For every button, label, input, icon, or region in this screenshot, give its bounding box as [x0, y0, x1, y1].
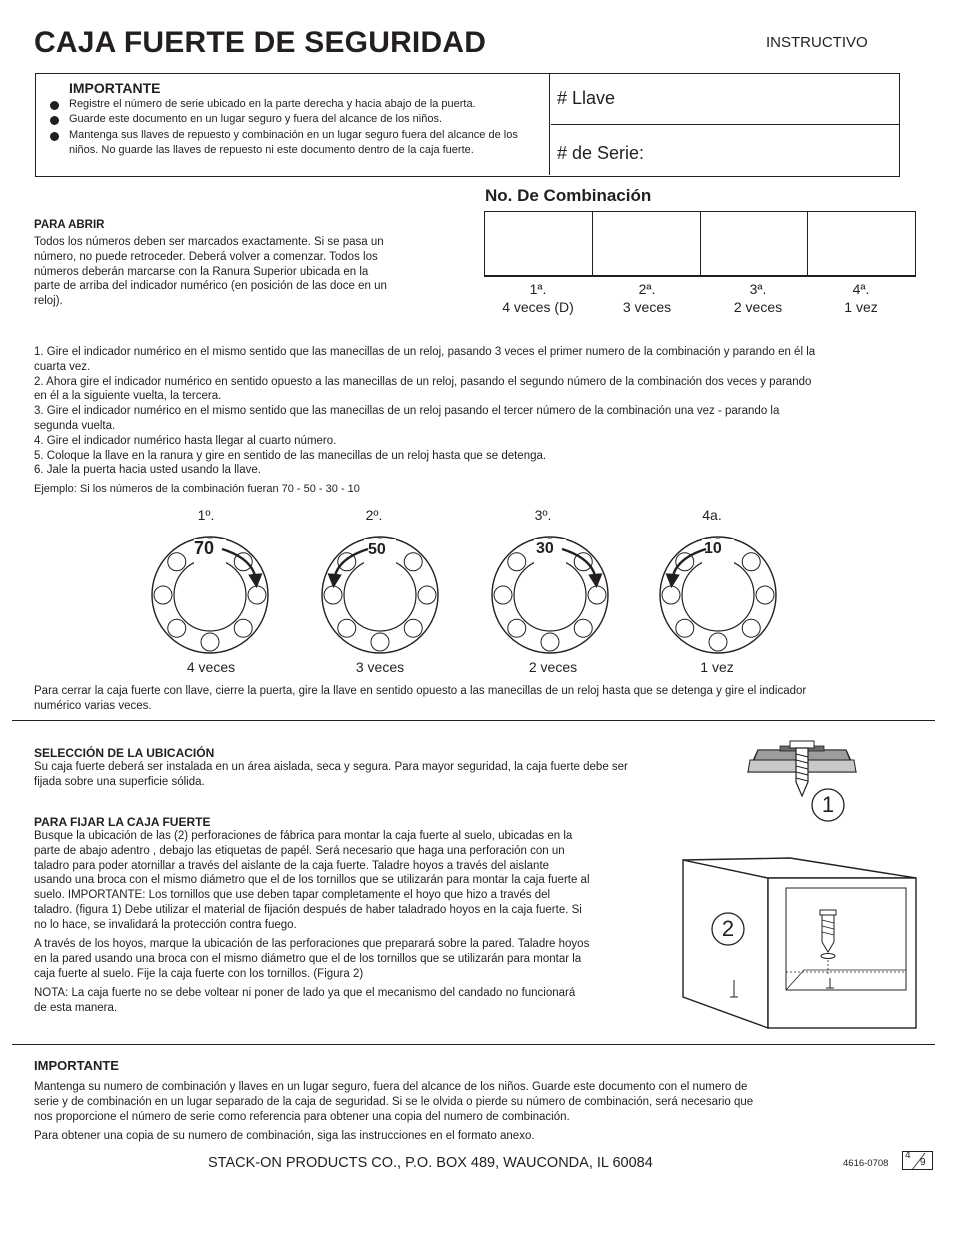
- key-number-field[interactable]: # Llave: [551, 74, 900, 125]
- text-line: fijada sobre una superficie sólida.: [34, 775, 205, 788]
- dial-number-4: 10: [704, 540, 722, 557]
- document-type: INSTRUCTIVO: [766, 34, 868, 51]
- step-line: 6. Jale la puerta hacia usted usando la llave.: [34, 464, 261, 477]
- text-line: A través de los hoyos, marque la ubicación de las perforaciones que preparará sobre la pared. Taladre hoyos: [34, 938, 590, 950]
- combination-ordinal: 1ª.: [529, 281, 547, 297]
- dial-number-3: 30: [536, 540, 554, 557]
- dial-turns-3: 2 veces: [528, 659, 578, 675]
- dial-number-1: 70: [194, 538, 215, 558]
- dial-finger-hole: [541, 633, 559, 651]
- dial-finger-hole: [742, 619, 760, 637]
- dial-finger-hole: [508, 553, 526, 571]
- text-line: NOTA: La caja fuerte no se debe voltear ni poner de lado ya que el mecanismo del candado no funcionará: [34, 987, 576, 999]
- bullet-icon: [50, 116, 59, 125]
- step-line: segunda vuelta.: [34, 419, 116, 432]
- dial-ordinal-4: 4a.: [702, 507, 722, 523]
- location-heading: SELECCIÓN DE LA UBICACIÓN: [34, 746, 215, 760]
- important-notes: [36, 74, 550, 175]
- combination-turns: 4 veces (D): [502, 299, 574, 315]
- combination-turns: 2 veces: [733, 299, 783, 315]
- dial-finger-hole: [709, 633, 727, 651]
- document-code: 4616-0708: [843, 1158, 889, 1169]
- text-line: números deberán marcarse con la Ranura Superior ubicada en la: [34, 265, 369, 278]
- page-title: CAJA FUERTE DE SEGURIDAD: [34, 26, 487, 59]
- open-heading: PARA ABRIR: [34, 219, 105, 231]
- dial-finger-hole: [234, 619, 252, 637]
- text-line: número, no puede retroceder. Deberá volver a comenzar. Todos los: [34, 250, 378, 263]
- important-bottom-heading: IMPORTANTE: [34, 1058, 119, 1073]
- dial-number-2: 50: [368, 541, 386, 558]
- location-text: [34, 760, 694, 790]
- divider: [12, 720, 935, 721]
- text-line: Mantenga su numero de combinación y llaves en un lugar seguro, fuera del alcance de los niños. Guarde este documento con el numero de: [34, 1081, 748, 1093]
- text-line: taladro para poder atornillar a través del aislante de la caja fuerte. Taladre hoyos a través del aislante: [34, 859, 550, 872]
- combination-grid: [484, 211, 916, 277]
- fix-text-3: [34, 986, 654, 1016]
- combination-label-4: [807, 280, 915, 316]
- dial-inner-ring: [174, 559, 246, 631]
- revision-bottom: 9: [920, 1157, 926, 1168]
- fix-heading: PARA FIJAR LA CAJA FUERTE: [34, 815, 211, 829]
- important-bottom-text: [34, 1080, 914, 1124]
- dial-turns-4: 1 vez: [700, 659, 734, 675]
- revision-top: 4: [905, 1150, 911, 1161]
- dial-finger-hole: [742, 553, 760, 571]
- fix-text-1: [34, 829, 654, 933]
- combination-title: No. De Combinación: [485, 186, 652, 205]
- serial-number-field[interactable]: # de Serie:: [557, 143, 645, 163]
- text-line: usando una broca con el mismo diámetro que el de los tornillos que se utilizarán para montar la caja fuerte al: [34, 874, 590, 887]
- opening-steps: [34, 345, 894, 478]
- dial-finger-hole: [508, 619, 526, 637]
- dial-finger-hole: [588, 586, 606, 604]
- text-line: taladro. (figura 1) Debe utilizar el material de fijación después de haber taladrado hoyos en la caja fuerte. Si: [34, 903, 582, 916]
- dial-finger-hole: [371, 633, 389, 651]
- dial-finger-hole: [324, 586, 342, 604]
- dial-finger-hole: [404, 619, 422, 637]
- text-line: caja fuerte al suelo. Fije la caja fuerte con los tornillos. (Figura 2): [34, 967, 364, 980]
- text-line: no lo hace, se invalidará la protección contra fuego.: [34, 918, 297, 931]
- example-text: Ejemplo: Si los números de la combinación fueran 70 - 50 - 30 - 10: [34, 483, 360, 495]
- text-line: Su caja fuerte deberá ser instalada en un área aislada, seca y segura. Para mayor seguridad, la caja fuerte debe ser: [34, 761, 628, 773]
- text-line: reloj).: [34, 295, 63, 308]
- step-line: en él a la siguiente vuelta, la tercera.: [34, 390, 222, 403]
- combination-cell-3[interactable]: [701, 212, 809, 275]
- dial-inner-ring: [514, 559, 586, 631]
- step-line: 3. Gire el indicador numérico en el mismo sentido que las manecillas de un reloj pasando el tercer número de la combinación una vez - parando la: [34, 405, 780, 418]
- bullet-icon: [50, 132, 59, 141]
- combination-cell-1[interactable]: [485, 212, 593, 275]
- step-line: 1. Gire el indicador numérico en el mismo sentido que las manecillas de un reloj, pasando 3 veces el primer numero de la combinación y parando en él la: [34, 346, 816, 358]
- combination-cell-2[interactable]: [593, 212, 701, 275]
- combination-turns: 1 vez: [844, 299, 878, 315]
- dial-finger-hole: [676, 619, 694, 637]
- dial-inner-ring: [344, 559, 416, 631]
- bullet-icon: [50, 101, 59, 110]
- text-line: de esta manera.: [34, 1001, 118, 1014]
- dial-ordinal-1: 1º.: [197, 507, 215, 523]
- dial-finger-hole: [662, 586, 680, 604]
- dial-finger-hole: [756, 586, 774, 604]
- revision-box: [902, 1151, 933, 1170]
- company-address: STACK-ON PRODUCTS CO., P.O. BOX 489, WAUCONDA, IL 60084: [208, 1155, 653, 1171]
- step-line: 5. Coloque la llave en la ranura y gire en sentido de las manecillas de un reloj hasta que se detenga.: [34, 449, 547, 462]
- combination-ordinal: 4ª.: [852, 281, 870, 297]
- text-line: numérico varias veces.: [34, 699, 152, 712]
- text-line: parte de abajo adentro , debajo las etiquetas de papél. Será necesario que haga una perforación con un: [34, 844, 565, 857]
- dial-finger-hole: [404, 553, 422, 571]
- figure-1-label: 1: [821, 792, 835, 817]
- combination-ordinal: 2ª.: [638, 281, 656, 297]
- combination-ordinal: 3ª.: [749, 281, 767, 297]
- text-line: nos proporcione el número de serie como referencia para obtener una copia del numero de combinación.: [34, 1110, 570, 1123]
- dial-finger-hole: [248, 586, 266, 604]
- dials-illustration: [140, 525, 800, 660]
- step-line: 2. Ahora gire el indicador numérico en sentido opuesto a las manecillas de un reloj, pasando el segundo número de la combinación dos veces y parando: [34, 375, 812, 388]
- text-line: parte de arriba del indicador numérico (en posición de las doce en un: [34, 280, 387, 293]
- important-bullet-3: Mantenga sus llaves de repuesto y combinación en un lugar seguro fuera del alcance de los niños. No guarde las llaves de repuesto ni este documento dentro de la caja fuerte.: [69, 129, 518, 156]
- text-line: Todos los números deben ser marcados exactamente. Si se pasa un: [34, 236, 384, 248]
- dial-ordinal-2: 2º.: [365, 507, 383, 523]
- combination-turns: 3 veces: [622, 299, 672, 315]
- dial-finger-hole: [418, 586, 436, 604]
- fix-text-2: [34, 937, 654, 981]
- important-bottom-text-2: Para obtener una copia de su numero de combinación, siga las instrucciones en el formato anexo.: [34, 1130, 535, 1142]
- combination-label-1: [484, 280, 592, 316]
- text-line: Para cerrar la caja fuerte con llave, cierre la puerta, gire la llave en sentido opuesto a las manecillas de un reloj hasta que se detenga y gire el indicador: [34, 685, 807, 697]
- combination-cell-4[interactable]: [808, 212, 915, 275]
- text-line: en la pared usando una broca con el mismo diámetro que el de los tornillos que se utilizarán para montar la: [34, 952, 582, 965]
- dial-finger-hole: [168, 619, 186, 637]
- dial-turns-1: 4 veces: [186, 659, 236, 675]
- revision-slash: [903, 1152, 934, 1171]
- step-line: 4. Gire el indicador numérico hasta llegar al cuarto número.: [34, 434, 337, 447]
- important-box: [35, 73, 900, 177]
- dial-ordinal-3: 3º.: [534, 507, 552, 523]
- close-text: [34, 684, 914, 714]
- dial-finger-hole: [574, 619, 592, 637]
- dial-turns-2: 3 veces: [355, 659, 405, 675]
- important-bullet-2: Guarde este documento en un lugar seguro y fuera del alcance de los niños.: [69, 113, 443, 125]
- important-bullet-1: Registre el número de serie ubicado en la parte derecha y hacia abajo de la puerta.: [69, 98, 476, 110]
- step-line: cuarta vez.: [34, 360, 91, 373]
- combination-label-2: [593, 280, 701, 316]
- dial-finger-hole: [494, 586, 512, 604]
- dial-finger-hole: [154, 586, 172, 604]
- figure-2-label: 2: [721, 916, 735, 941]
- dial-inner-ring: [682, 559, 754, 631]
- text-line: Busque la ubicación de las (2) perforaciones de fábrica para montar la caja fuerte al suelo, ubicadas en la: [34, 830, 573, 842]
- combination-label-3: [704, 280, 812, 316]
- text-line: suelo. IMPORTANTE: Los tornillos que use deben tapar completamente el hoyo que hizo a través del: [34, 889, 551, 902]
- important-title: IMPORTANTE: [69, 80, 161, 96]
- dial-finger-hole: [168, 553, 186, 571]
- divider: [12, 1044, 935, 1045]
- dial-finger-hole: [338, 619, 356, 637]
- open-text: [34, 235, 454, 309]
- text-line: serie y de combinación en un lugar separado de la caja de seguridad. Si se le olvida o pierde su número de combinación, será necesario que: [34, 1095, 754, 1108]
- dial-finger-hole: [201, 633, 219, 651]
